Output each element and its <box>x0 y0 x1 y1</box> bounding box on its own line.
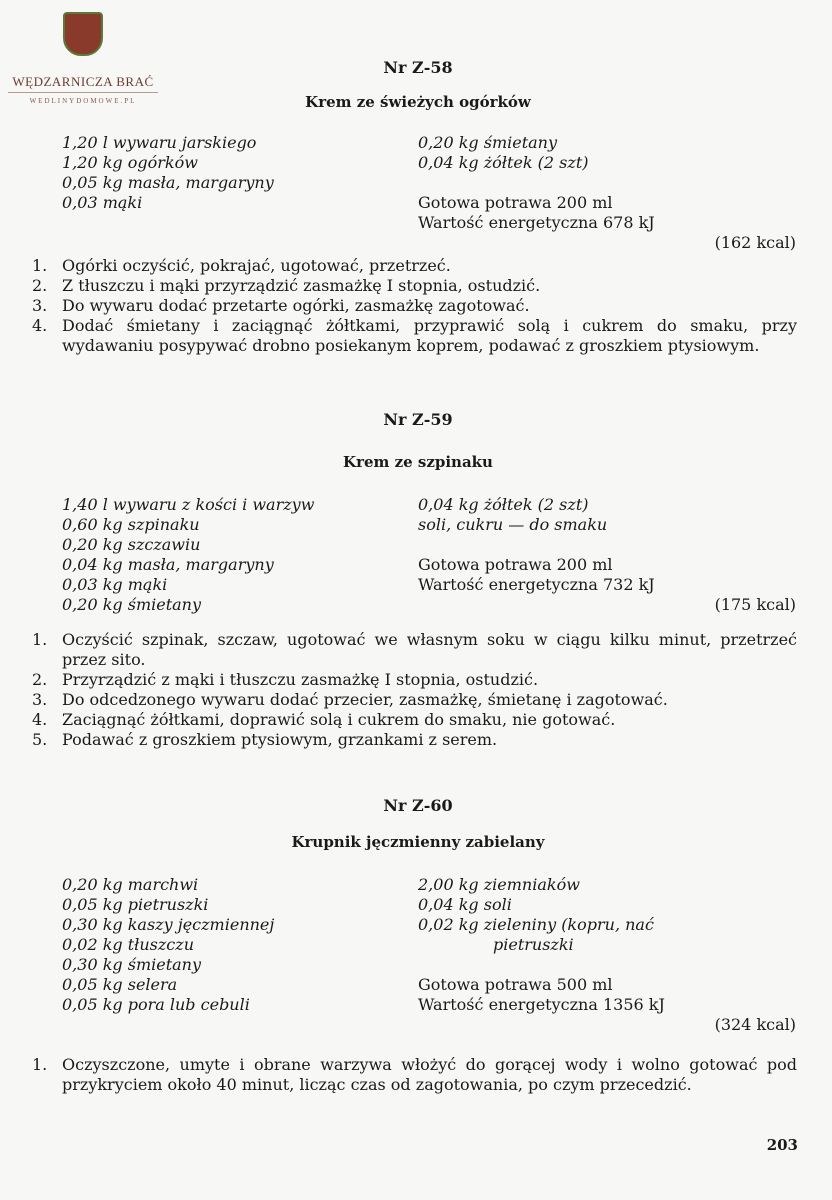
ingredients-left <box>62 133 274 213</box>
logo-name: WĘDZARNICZA BRAĆ <box>8 74 158 93</box>
step-text: Dodać śmietany i zaciągnąć żółtkami, przyprawić solą i cukrem do smaku, przy wydawaniu posypywać drobno posiekanym koprem, podawać z groszkiem ptysiowym. <box>62 316 797 355</box>
step-number: 3. <box>32 690 48 709</box>
step-number: 4. <box>32 316 48 335</box>
ingredient: 0,03 kg mąki <box>62 575 168 594</box>
logo-url: WEDLINYDOMOWE.PL <box>29 97 137 105</box>
ingredients-right <box>418 875 796 1035</box>
step-number: 2. <box>32 276 48 295</box>
step-text: Do odcedzonego wywaru dodać przecier, zasmażkę, śmietanę i zagotować. <box>62 690 668 709</box>
recipe-number: Nr Z-58 <box>383 58 453 77</box>
recipe-title: Krem ze świeżych ogórków <box>305 93 531 111</box>
logo-crest-icon <box>63 12 103 56</box>
page-number: 203 <box>766 1136 798 1154</box>
ingredients-left <box>62 495 314 615</box>
ingredient: 2,00 kg ziemniaków <box>418 875 580 894</box>
recipe-number: Nr Z-60 <box>383 796 453 815</box>
ingredient: 0,02 kg zieleniny (kopru, nać <box>418 915 654 934</box>
ingredients-right <box>418 133 796 253</box>
step <box>32 730 797 750</box>
step <box>32 670 797 690</box>
ingredient: 1,40 l wywaru z kości i warzyw <box>62 495 315 514</box>
spacer <box>418 535 796 555</box>
steps <box>32 630 797 750</box>
ingredient: 0,05 kg pora lub cebuli <box>62 995 250 1014</box>
steps <box>32 1055 797 1095</box>
logo <box>8 8 158 105</box>
step-text: Zaciągnąć żółtkami, doprawić solą i cukrem do smaku, nie gotować. <box>62 710 616 729</box>
step <box>32 276 797 296</box>
ingredient: 0,20 kg szczawiu <box>62 535 201 554</box>
ingredient: soli, cukru — do smaku <box>418 515 608 534</box>
portion: Gotowa potrawa 500 ml <box>418 975 613 994</box>
steps <box>32 256 797 356</box>
step-number: 1. <box>32 630 48 649</box>
step-text: Oczyszczone, umyte i obrane warzywa włożyć do gorącej wody i wolno gotować pod przykryciem około 40 minut, licząc czas od zagotowania, po czym przecedzić. <box>62 1055 797 1094</box>
step <box>32 296 797 316</box>
step-number: 4. <box>32 710 48 729</box>
energy-value: Wartość energetyczna 1356 kJ <box>418 995 665 1014</box>
spacer <box>418 955 796 975</box>
step <box>32 630 797 670</box>
step-text: Z tłuszczu i mąki przyrządzić zasmażkę I stopnia, ostudzić. <box>62 276 541 295</box>
ingredient: 0,04 kg soli <box>418 895 512 914</box>
ingredients-right <box>418 495 796 615</box>
ingredient: 0,30 kg śmietany <box>62 955 202 974</box>
ingredient: 0,20 kg śmietany <box>62 595 202 614</box>
step-text: Oczyścić szpinak, szczaw, ugotować we własnym soku w ciągu kilku minut, przetrzeć przez sito. <box>62 630 797 669</box>
ingredient: 0,20 kg śmietany <box>418 133 558 152</box>
step <box>32 316 797 356</box>
step <box>32 1055 797 1095</box>
step <box>32 256 797 276</box>
step-number: 1. <box>32 1055 48 1074</box>
step-number: 5. <box>32 730 48 749</box>
step-number: 1. <box>32 256 48 275</box>
ingredient: 0,20 kg marchwi <box>62 875 199 894</box>
ingredient: 0,03 mąki <box>62 193 143 212</box>
recipe-title: Krupnik jęczmienny zabielany <box>291 833 545 851</box>
portion: Gotowa potrawa 200 ml <box>418 555 613 574</box>
ingredients-left <box>62 875 274 1015</box>
recipe-number: Nr Z-59 <box>383 410 453 429</box>
recipe-title: Krem ze szpinaku <box>343 453 493 471</box>
ingredient: 0,05 kg pietruszki <box>62 895 209 914</box>
ingredient: 0,60 kg szpinaku <box>62 515 200 534</box>
portion: Gotowa potrawa 200 ml <box>418 193 613 212</box>
step-number: 2. <box>32 670 48 689</box>
ingredient: 0,02 kg tłuszczu <box>62 935 194 954</box>
ingredient: 0,04 kg masła, margaryny <box>62 555 274 574</box>
ingredient: 0,05 kg selera <box>62 975 178 994</box>
step-number: 3. <box>32 296 48 315</box>
energy-value: Wartość energetyczna 732 kJ <box>418 575 655 594</box>
ingredient: 0,04 kg żółtek (2 szt) <box>418 153 589 172</box>
kcal-value: (175 kcal) <box>714 595 796 614</box>
step-text: Przyrządzić z mąki i tłuszczu zasmażkę I stopnia, ostudzić. <box>62 670 539 689</box>
ingredient: 0,30 kg kaszy jęczmiennej <box>62 915 275 934</box>
step-text: Ogórki oczyścić, pokrajać, ugotować, przetrzeć. <box>62 256 451 275</box>
step-text: Podawać z groszkiem ptysiowym, grzankami z serem. <box>62 730 498 749</box>
ingredient: 1,20 kg ogórków <box>62 153 198 172</box>
spacer <box>418 173 796 193</box>
step <box>32 710 797 730</box>
kcal-value: (324 kcal) <box>714 1015 796 1034</box>
ingredient: 1,20 l wywaru jarskiego <box>62 133 257 152</box>
energy-value: Wartość energetyczna 678 kJ <box>418 213 655 232</box>
step-text: Do wywaru dodać przetarte ogórki, zasmażkę zagotować. <box>62 296 530 315</box>
step <box>32 690 797 710</box>
ingredient: pietruszki <box>493 935 574 954</box>
ingredient: 0,04 kg żółtek (2 szt) <box>418 495 589 514</box>
kcal-value: (162 kcal) <box>714 233 796 252</box>
ingredient: 0,05 kg masła, margaryny <box>62 173 274 192</box>
